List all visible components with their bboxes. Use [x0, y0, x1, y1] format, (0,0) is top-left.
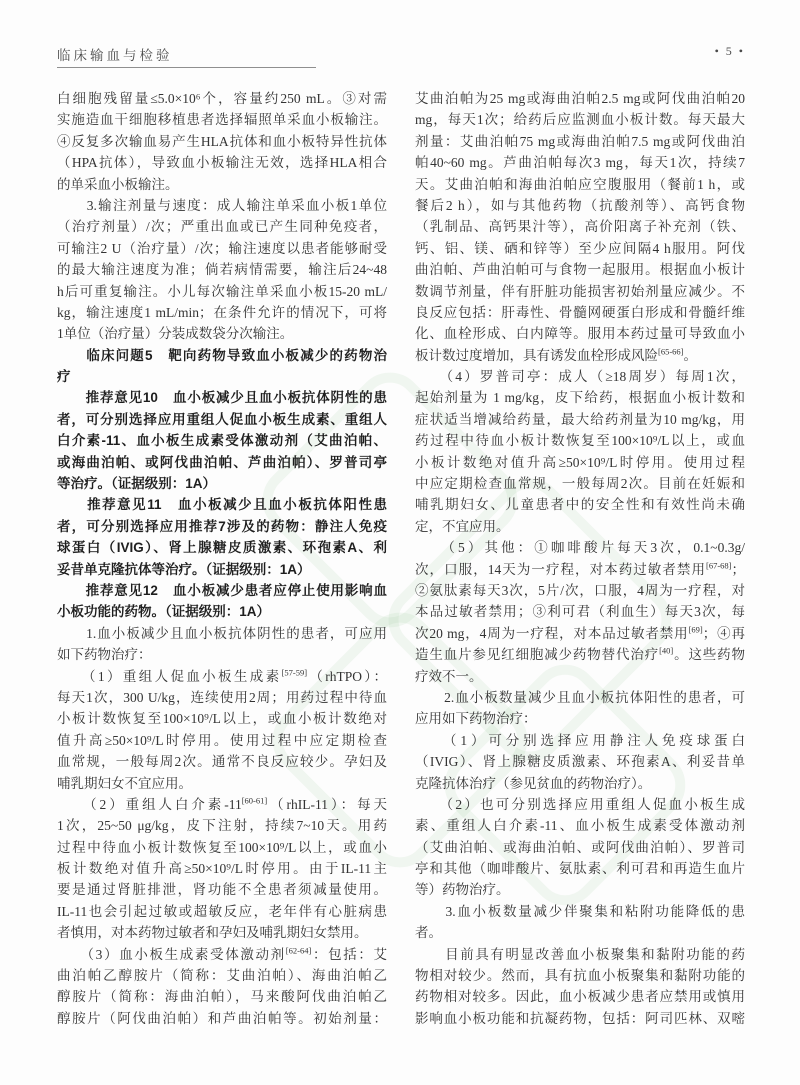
- text-line: （HPA抗体），导致血小板输注无效，选择HLA相合: [57, 155, 387, 171]
- text-line: 如下药物治疗：: [57, 647, 152, 663]
- text-line: 者慎用，对本药物过敏者和孕妇及哺乳期妇女禁用。: [57, 925, 368, 941]
- text-line: （艾曲泊帕、或海曲泊帕、或阿伐曲泊帕）、罗普司: [415, 839, 745, 855]
- paragraph: [415, 366, 745, 537]
- journal-title: 临床输血与检验: [57, 48, 173, 63]
- text-line: 天。艾曲泊帕和海曲泊帕应空腹服用（餐前1 h，或: [415, 176, 745, 192]
- text-line: 白介素-11、血小板生成素受体激动剂（艾曲泊帕、: [57, 433, 387, 449]
- text-line: 1次，25~50 μg/kg，皮下注射，持续7~10天。用药: [57, 818, 387, 834]
- text-line: 起始剂量为 1 mg/kg，皮下给药，根据血小板计数和: [415, 390, 745, 406]
- text-line: 帕40~60 mg。芦曲泊帕每次3 mg，每天1次，持续7: [415, 155, 745, 171]
- text-line: 血常规，一般每周2次。通常不良反应较少。孕妇及: [57, 754, 387, 770]
- text-line: 药过程中待血小板计数恢复至100×10⁹/L以上，或血: [415, 433, 745, 449]
- text-line: 等治疗。（证据级别：1A）: [57, 476, 217, 492]
- text-line: 艾曲泊帕为25 mg或海曲泊帕2.5 mg或阿伐曲泊帕20: [415, 91, 745, 106]
- recommendation-paragraph: [57, 494, 387, 580]
- recommendation-paragraph: [57, 345, 387, 388]
- text-line: （IVIG）、肾上腺糖皮质激素、环孢素A、利妥昔单: [415, 754, 745, 770]
- text-line: （4）罗普司亭：成人（≥18周岁）每周1次，: [415, 369, 745, 385]
- text-line: 曲泊帕、芦曲泊帕可与食物一起服用。根据血小板计: [415, 262, 745, 278]
- text-line: 2.血小板数量减少且血小板抗体阳性的患者，可: [415, 689, 745, 705]
- text-line: （1）重组人促血小板生成素[57-59]（rhTPO）：: [57, 667, 387, 684]
- text-line: （治疗剂量）/次；严重出血或已产生同种免疫者，: [57, 219, 387, 235]
- text-line: kg，输注速度1 mL/min；在条件允许的情况下，可将: [57, 304, 387, 320]
- text-line: （1）可分别选择应用静注人免疫球蛋白: [415, 732, 745, 748]
- text-line: 中应定期检查血常规，一般每周2次。目前在妊娠和: [415, 476, 745, 492]
- text-line: 球蛋白（IVIG）、肾上腺糖皮质激素、环孢素A、利: [57, 540, 387, 556]
- paragraph: [415, 730, 745, 794]
- recommendation-paragraph: [57, 580, 387, 623]
- text-line: 定，不宜应用。: [415, 518, 510, 534]
- text-line: 应用如下药物治疗：: [415, 711, 537, 727]
- text-line: 者，可分别选择应用重组人促血小板生成素、重组人: [57, 411, 387, 427]
- text-line: （乳制品、高钙果汁等），高价阳离子补充剂（铁、: [415, 219, 745, 235]
- text-line: （2）也可分别选择应用重组人促血小板生成: [415, 796, 745, 812]
- text-line: 症状适当增减给药量，最大给药剂量为10 mg/kg，用: [415, 411, 745, 427]
- text-line: 疗: [57, 369, 71, 385]
- text-line: 过程中待血小板计数恢复至100×10⁹/L以上，或血小: [57, 839, 387, 855]
- text-line: 3.血小板数量减少伴聚集和粘附功能降低的患: [415, 903, 745, 919]
- text-line: （3）血小板生成素受体激动剂[62-64]：包括：艾: [57, 945, 387, 962]
- paragraph: [415, 687, 745, 730]
- text-line: 小板功能的药物。（证据级别：1A）: [57, 604, 271, 620]
- text-line: 次20 mg，4周为一疗程，对本品过敏者禁用[69]；④再: [415, 624, 745, 641]
- text-line: 影响血小板功能和抗凝药物，包括：阿司匹林、双嘧: [415, 1010, 745, 1026]
- paragraph: [57, 195, 387, 345]
- text-line: ④反复多次输血易产生HLA抗体和血小板特异性抗体: [57, 133, 387, 149]
- text-line: 餐后2 h），如与其他药物（抗酸剂等）、高钙食物: [415, 197, 745, 213]
- text-line: 推荐意见10 血小板减少且血小板抗体阴性的患: [57, 390, 387, 406]
- text-line: 克隆抗体治疗（参见贫血的药物治疗）。: [415, 775, 652, 791]
- text-line: 的最大输注速度为准；倘若病情需要，输注后24~48: [57, 262, 387, 278]
- text-line: 值升高≥50×10⁹/L时停用。使用过程中应定期检查: [57, 732, 387, 748]
- text-line: 或海曲泊帕、或阿伐曲泊帕、芦曲泊帕）、罗普司亭: [57, 454, 387, 470]
- text-line: 小板计数绝对值升高≥50×10⁹/L时停用。使用过程: [415, 454, 745, 470]
- text-line: （2）重组人白介素-11[60-61]（rhIL-11）：每天: [57, 795, 387, 812]
- text-line: 曲泊帕乙醇胺片（简称：艾曲泊帕）、海曲泊帕乙: [57, 968, 387, 984]
- text-line: 推荐意见12 血小板减少患者应停止使用影响血: [57, 582, 387, 598]
- text-line: 剂量：艾曲泊帕75 mg或海曲泊帕7.5 mg或阿伐曲泊: [415, 133, 745, 149]
- text-line: 醇胺片（阿伐曲泊帕）和芦曲泊帕等。初始剂量：: [57, 1010, 387, 1026]
- paragraph: [415, 537, 745, 687]
- page-header: [57, 44, 745, 66]
- left-column: [57, 88, 387, 1029]
- text-line: 1单位（治疗量）分装成数袋分次输注。: [57, 326, 294, 342]
- text-line: 哺乳期妇女不宜应用。: [57, 775, 192, 791]
- paragraph: [415, 88, 745, 366]
- text-line: 者，可分别选择应用推荐7涉及的药物：静注人免疫: [57, 518, 387, 534]
- text-line: 板计数过度增加，具有诱发血栓形成风险[65-66]。: [415, 346, 697, 363]
- paragraph: [57, 88, 387, 195]
- page-number: • 5 •: [714, 44, 745, 58]
- text-line: 目前具有明显改善血小板聚集和黏附功能的药: [415, 946, 745, 962]
- text-line: 1.血小板减少且血小板抗体阴性的患者，可应用: [57, 625, 387, 641]
- text-line: 实施造血干细胞移植患者选择辐照单采血小板输注。: [57, 112, 387, 128]
- text-line: IL-11也会引起过敏或超敏反应，老年伴有心脏病患: [57, 903, 387, 919]
- text-line: 数调节剂量，伴有肝脏功能损害初始剂量应减少。不: [415, 283, 745, 299]
- text-line: 小板计数恢复至100×10⁹/L以上，或血小板计数绝对: [57, 711, 387, 727]
- text-line: 次，口服，14天为一疗程，对本药过敏者禁用[67-68]；: [415, 560, 745, 577]
- text-line: 3.输注剂量与速度：成人输注单采血小板1单位: [57, 197, 387, 213]
- recommendation-paragraph: [57, 387, 387, 494]
- text-line: （5）其他：①咖啡酸片每天3次，0.1~0.3g/: [415, 540, 745, 556]
- paragraph: [415, 944, 745, 1030]
- right-column: [415, 88, 745, 1029]
- text-line: 哺乳期妇女、儿童患者中的安全性和有效性尚未确: [415, 497, 745, 513]
- text-line: 疗效不一。: [415, 668, 483, 684]
- text-line: 临床问题5 靶向药物导致血小板减少的药物治: [57, 347, 387, 363]
- header-rule: [57, 67, 316, 68]
- text-line: 要是通过肾脏排泄，肾功能不全患者须减量使用。: [57, 882, 387, 898]
- paragraph: [415, 901, 745, 944]
- text-line: 造生血片参见红细胞减少药物替代治疗[40]。这些药物: [415, 645, 745, 663]
- text-line: ②氨肽素每天3次，5片/次，口服，4周为一疗程，对: [415, 582, 745, 598]
- text-line: 每天1次，300 U/kg，连续使用2周；用药过程中待血: [57, 689, 387, 705]
- text-line: 药物相对较多。因此，血小板减少患者应禁用或慎用: [415, 989, 745, 1005]
- text-line: 素、重组人白介素-11、血小板生成素受体激动剂: [415, 818, 745, 834]
- text-line: 妥昔单克隆抗体等治疗。（证据级别：1A）: [57, 561, 311, 577]
- text-line: 的单采血小板输注。: [57, 176, 179, 192]
- text-line: 钙、铝、镁、硒和锌等）至少应间隔4 h服用。阿伐: [415, 240, 745, 256]
- text-line: 物相对较少。然而，具有抗血小板聚集和黏附功能的: [415, 968, 745, 984]
- text-line: 白细胞残留量≤5.0×10⁶个，容量约250 mL。③对需: [57, 91, 387, 106]
- text-line: 亭和其他（咖啡酸片、氨肽素、利可君和再造生血片: [415, 861, 745, 877]
- paragraph: [415, 794, 745, 901]
- text-line: 化、血栓形成、白内障等。服用本药过量可导致血小: [415, 326, 745, 342]
- text-line: 良反应包括：肝毒性、骨髓网硬蛋白形成和骨髓纤维: [415, 304, 745, 320]
- paragraph: [57, 666, 387, 794]
- text-line: 醇胺片（简称：海曲泊帕），马来酸阿伐曲泊帕乙: [57, 989, 387, 1005]
- text-line: 推荐意见11 血小板减少且血小板抗体阳性患: [57, 497, 387, 513]
- text-line: 可输注2 U（治疗量）/次；输注速度以患者能够耐受: [57, 240, 387, 256]
- paragraph: [57, 944, 387, 1030]
- paragraph: [57, 794, 387, 944]
- text-line: 者。: [415, 925, 442, 941]
- text-line: 等）药物治疗。: [415, 882, 510, 898]
- article-body: [57, 88, 745, 1029]
- paragraph: [57, 623, 387, 666]
- text-line: mg，每天1次；给药后应监测血小板计数。每天最大: [415, 112, 745, 128]
- text-line: h后可重复输注。小儿每次输注单采血小板15-20 mL/: [57, 283, 387, 299]
- text-line: 板计数绝对值升高≥50×10⁹/L时停用。由于IL-11主: [57, 861, 387, 877]
- text-line: 本品过敏者禁用；③利可君（利血生）每天3次，每: [415, 604, 745, 620]
